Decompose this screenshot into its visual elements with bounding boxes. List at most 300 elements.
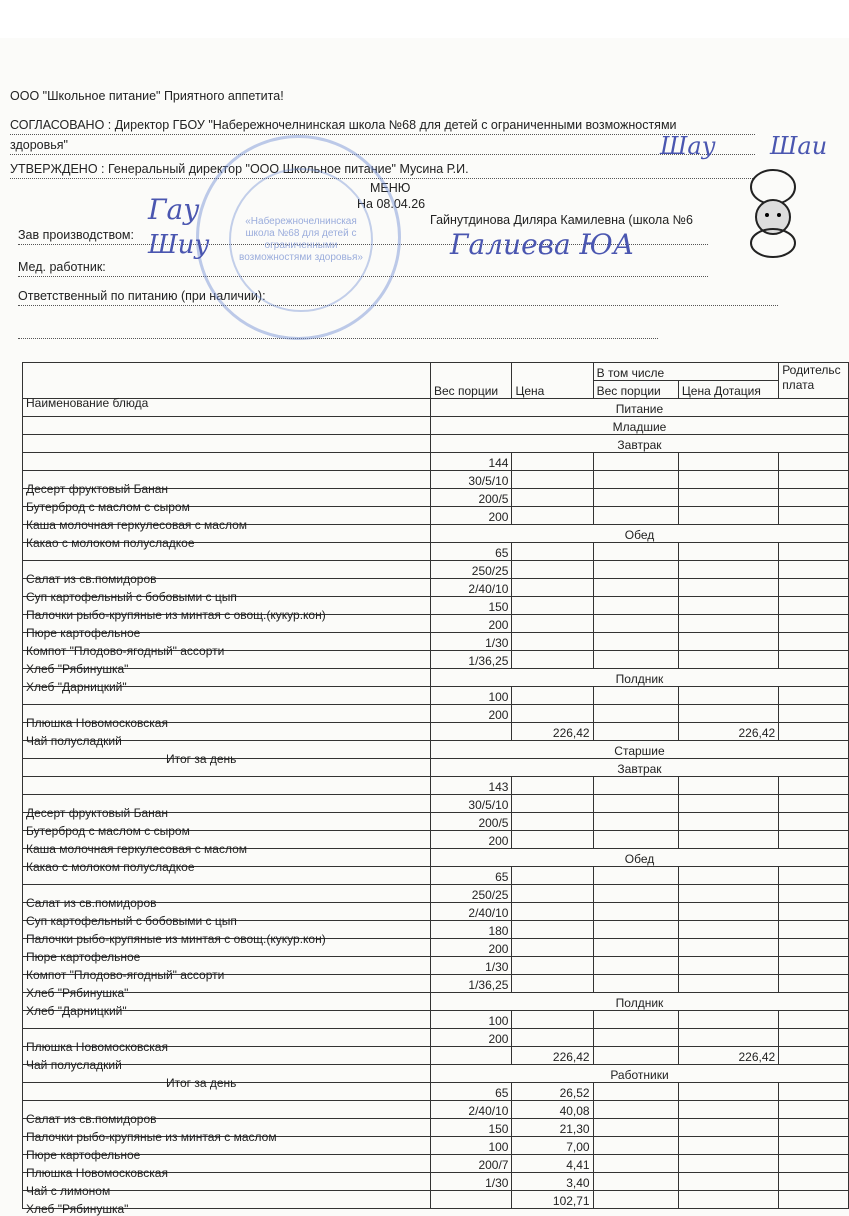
dish-name: Пюре картофельное	[26, 626, 141, 640]
weight-cell: 1/30	[430, 633, 511, 651]
parent-fee-cell	[779, 687, 849, 705]
price-cell	[512, 921, 593, 939]
section-row	[23, 399, 849, 417]
dish-name: Салат из св.помидоров	[26, 572, 157, 586]
dish-name: Хлеб "Рябинушка"	[26, 662, 129, 676]
weight-cell: 30/5/10	[430, 795, 511, 813]
dish-name: Хлеб "Рябинушка"	[26, 986, 129, 1000]
dish-name: Компот "Плодово-ягодный" ассорти	[26, 644, 225, 658]
dish-name: Пюре картофельное	[26, 1148, 141, 1162]
production-label: Зав производством:	[18, 228, 134, 242]
dish-name-cell	[23, 1011, 431, 1029]
price-cell	[512, 903, 593, 921]
dish-name-cell	[23, 1155, 431, 1180]
table-row	[23, 705, 849, 723]
signature: Гау	[148, 193, 200, 226]
signature: Галиева ЮА	[450, 228, 635, 261]
weight-cell: 100	[430, 687, 511, 705]
agreed-line: СОГЛАСОВАНО : Директор ГБОУ "Набережночелнинская школа №68 для детей с ограниченными возможностями	[10, 118, 677, 132]
dish-name-cell	[23, 759, 431, 777]
price-cell: 7,00	[512, 1137, 593, 1155]
incl-weight-cell	[593, 813, 678, 831]
section-label: Полдник	[430, 993, 848, 1011]
parent-fee-cell	[779, 957, 849, 975]
divider	[18, 305, 778, 306]
incl-weight-cell	[593, 597, 678, 615]
parent-fee-cell	[779, 597, 849, 615]
weight-cell: 30/5/10	[430, 471, 511, 489]
agreed-line-cont: здоровья"	[10, 138, 68, 152]
price-cell: 40,08	[512, 1101, 593, 1119]
incl-price-cell	[678, 813, 778, 831]
dish-name: Итог за день	[166, 1076, 237, 1090]
incl-price-cell	[678, 579, 778, 597]
incl-price-cell	[678, 1083, 778, 1101]
incl-weight-cell	[593, 1083, 678, 1101]
table-row	[23, 813, 849, 831]
incl-weight-cell	[593, 543, 678, 561]
dish-name: Компот "Плодово-ягодный" ассорти	[26, 968, 225, 982]
incl-weight-cell	[593, 561, 678, 579]
price-cell	[512, 687, 593, 705]
dish-name-cell	[23, 1029, 431, 1054]
dish-name-cell	[23, 1173, 431, 1198]
table-row	[23, 633, 849, 651]
section-label: Завтрак	[430, 759, 848, 777]
parent-fee-cell	[779, 1047, 849, 1065]
incl-weight-cell	[593, 795, 678, 813]
production-manager-name: Гайнутдинова Диляра Камилевна (школа №6	[430, 213, 693, 227]
parent-fee-cell	[779, 561, 849, 579]
incl-weight-cell	[593, 1047, 678, 1065]
incl-price-cell	[678, 831, 778, 849]
incl-weight-cell	[593, 489, 678, 507]
dish-name-cell	[23, 993, 431, 1018]
incl-price-cell	[678, 471, 778, 489]
dish-name-cell	[23, 849, 431, 874]
parent-fee-cell	[779, 831, 849, 849]
dish-name-cell	[23, 831, 431, 856]
price-cell	[512, 651, 593, 669]
divider	[18, 338, 658, 339]
parent-fee-cell	[779, 489, 849, 507]
price-cell	[512, 453, 593, 471]
incl-weight-cell	[593, 777, 678, 795]
section-label: Обед	[430, 525, 848, 543]
menu-date: На 08.04.26	[357, 197, 426, 211]
official-stamp	[196, 135, 401, 340]
dish-name-cell	[23, 453, 431, 471]
incl-price-cell	[678, 507, 778, 525]
incl-weight-cell	[593, 1029, 678, 1047]
dish-name: Чай полусладкий	[26, 734, 122, 748]
table-row	[23, 885, 849, 903]
table-row	[23, 1065, 849, 1083]
weight-cell: 2/40/10	[430, 903, 511, 921]
price-cell	[512, 831, 593, 849]
dish-name-cell	[23, 957, 431, 982]
signature: Шаи	[770, 132, 828, 160]
weight-cell: 65	[430, 1083, 511, 1101]
dish-name: Салат из св.помидоров	[26, 1112, 157, 1126]
price-cell	[512, 885, 593, 903]
incl-weight-cell	[593, 687, 678, 705]
dish-name: Какао с молоком полусладкое	[26, 860, 195, 874]
price-cell	[512, 867, 593, 885]
dish-name-cell	[23, 885, 431, 910]
table-row	[23, 507, 849, 525]
incl-weight-cell	[593, 507, 678, 525]
dish-name: Палочки рыбо-крупяные из минтая с овощ.(кукур.кон)	[26, 608, 326, 622]
incl-weight-cell	[593, 1011, 678, 1029]
weight-cell: 1/36,25	[430, 975, 511, 993]
weight-cell: 200/5	[430, 489, 511, 507]
parent-fee-cell	[779, 1011, 849, 1029]
parent-fee-cell	[779, 1119, 849, 1137]
incl-price-cell	[678, 957, 778, 975]
incl-price-cell	[678, 975, 778, 993]
dish-name-cell	[23, 723, 431, 748]
dish-name: Салат из св.помидоров	[26, 896, 157, 910]
weight-cell: 1/30	[430, 1173, 511, 1191]
parent-fee-cell	[779, 1083, 849, 1101]
incl-price-cell	[678, 543, 778, 561]
incl-weight-cell	[593, 723, 678, 741]
price-cell	[512, 633, 593, 651]
table-row	[23, 741, 849, 759]
incl-price-cell	[678, 1029, 778, 1047]
dish-name-cell	[23, 1065, 431, 1090]
table-row	[23, 651, 849, 669]
column-header-price: Цена	[512, 363, 593, 399]
table-row	[23, 1101, 849, 1119]
incl-price-cell	[678, 687, 778, 705]
weight-cell: 65	[430, 543, 511, 561]
section-label: Полдник	[430, 669, 848, 687]
parent-fee-cell	[779, 1173, 849, 1191]
parent-fee-cell	[779, 723, 849, 741]
section-row	[23, 759, 849, 777]
weight-cell: 2/40/10	[430, 1101, 511, 1119]
incl-weight-cell	[593, 903, 678, 921]
dish-name-cell	[23, 1101, 431, 1126]
table-row	[23, 615, 849, 633]
incl-price-cell	[678, 561, 778, 579]
dish-name-cell	[23, 1083, 431, 1101]
parent-fee-cell	[779, 579, 849, 597]
divider	[10, 134, 755, 135]
dish-name-cell	[23, 507, 431, 532]
table-row	[23, 795, 849, 813]
divider	[10, 154, 755, 155]
dish-name-cell	[23, 939, 431, 964]
parent-fee-cell	[779, 453, 849, 471]
incl-weight-cell	[593, 1137, 678, 1155]
dish-name-cell	[23, 543, 431, 561]
incl-weight-cell	[593, 921, 678, 939]
dish-name-cell	[23, 417, 431, 435]
incl-price-cell	[678, 939, 778, 957]
column-header-including: В том числе	[593, 363, 779, 381]
incl-price-cell	[678, 489, 778, 507]
dish-name-cell	[23, 867, 431, 885]
parent-fee-cell	[779, 777, 849, 795]
table-row	[23, 921, 849, 939]
parent-fee-cell	[779, 1155, 849, 1173]
price-cell	[512, 957, 593, 975]
column-header-name: Наименование блюда	[23, 363, 431, 399]
stamp-text: «Набережночелнинская школа №68 для детей с ограниченными возможностями здоровья»	[229, 168, 373, 312]
dish-name-cell	[23, 705, 431, 730]
table-row	[23, 489, 849, 507]
table-row	[23, 1137, 849, 1155]
table-row	[23, 723, 849, 741]
price-cell	[512, 579, 593, 597]
price-cell	[512, 507, 593, 525]
price-cell: 21,30	[512, 1119, 593, 1137]
dish-name-cell	[23, 435, 431, 453]
incl-price-cell	[678, 903, 778, 921]
dish-name-cell	[23, 489, 431, 514]
incl-weight-cell	[593, 867, 678, 885]
price-cell: 226,42	[512, 723, 593, 741]
dish-name: Плюшка Новомосковская	[26, 716, 168, 730]
table-row	[23, 1011, 849, 1029]
incl-price-cell	[678, 1173, 778, 1191]
table-row	[23, 1119, 849, 1137]
menu-table	[22, 362, 849, 1216]
dish-name: Суп картофельный с бобовыми с цып	[26, 590, 237, 604]
incl-price-cell: 226,42	[678, 1047, 778, 1065]
dish-name: Хлеб "Рябинушка"	[26, 1202, 129, 1216]
parent-fee-cell	[779, 651, 849, 669]
table-row	[23, 867, 849, 885]
responsible-label: Ответственный по питанию (при наличии):	[18, 289, 266, 303]
dish-name-cell	[23, 795, 431, 820]
incl-price-cell	[678, 867, 778, 885]
column-header-parent-fee: Родительс плата	[779, 363, 849, 399]
weight-cell: 200	[430, 705, 511, 723]
dish-name-cell	[23, 687, 431, 705]
weight-cell: 250/25	[430, 885, 511, 903]
dish-name: Каша молочная геркулесовая с маслом	[26, 842, 248, 856]
incl-weight-cell	[593, 579, 678, 597]
parent-fee-cell	[779, 939, 849, 957]
incl-price-cell	[678, 633, 778, 651]
parent-fee-cell	[779, 471, 849, 489]
weight-cell: 150	[430, 597, 511, 615]
dish-name: Палочки рыбо-крупяные из минтая с овощ.(кукур.кон)	[26, 932, 326, 946]
table-row	[23, 1173, 849, 1191]
parent-fee-cell	[779, 903, 849, 921]
weight-cell: 100	[430, 1011, 511, 1029]
dish-name-cell	[23, 741, 431, 766]
price-cell	[512, 561, 593, 579]
incl-weight-cell	[593, 885, 678, 903]
parent-fee-cell	[779, 867, 849, 885]
section-row	[23, 435, 849, 453]
chef-mascot-icon	[738, 165, 808, 260]
column-header-weight: Вес порции	[430, 363, 511, 399]
price-cell: 102,71	[512, 1191, 593, 1209]
dish-name-cell	[23, 651, 431, 676]
price-cell	[512, 795, 593, 813]
table-row	[23, 777, 849, 795]
incl-price-cell	[678, 651, 778, 669]
table-row	[23, 1047, 849, 1065]
table-row	[23, 993, 849, 1011]
weight-cell	[430, 723, 511, 741]
dish-name: Каша молочная геркулесовая с маслом	[26, 518, 248, 532]
price-cell	[512, 939, 593, 957]
dish-name-cell	[23, 633, 431, 658]
section-label: Обед	[430, 849, 848, 867]
section-label: Питание	[430, 399, 848, 417]
column-header-incl-weight: Вес порции	[593, 381, 678, 399]
weight-cell: 200	[430, 507, 511, 525]
price-cell: 26,52	[512, 1083, 593, 1101]
table-row	[23, 525, 849, 543]
parent-fee-cell	[779, 1029, 849, 1047]
table-row	[23, 975, 849, 993]
table-row	[23, 471, 849, 489]
price-cell: 226,42	[512, 1047, 593, 1065]
dish-name-cell	[23, 1137, 431, 1162]
dish-name: Бутерброд с маслом с сыром	[26, 824, 190, 838]
dish-name-cell	[23, 399, 431, 417]
incl-weight-cell	[593, 651, 678, 669]
dish-name: Плюшка Новомосковская	[26, 1040, 168, 1054]
incl-weight-cell	[593, 975, 678, 993]
weight-cell: 150	[430, 1119, 511, 1137]
incl-price-cell	[678, 1137, 778, 1155]
incl-price-cell	[678, 705, 778, 723]
parent-fee-cell	[779, 543, 849, 561]
dish-name: Чай с лимоном	[26, 1184, 111, 1198]
parent-fee-cell	[779, 633, 849, 651]
dish-name-cell	[23, 813, 431, 838]
table-row	[23, 453, 849, 471]
table-row	[23, 1029, 849, 1047]
price-cell	[512, 543, 593, 561]
dish-name-cell	[23, 597, 431, 622]
incl-price-cell	[678, 615, 778, 633]
company-line: ООО "Школьное питание" Приятного аппетита!	[10, 89, 284, 103]
section-label: Завтрак	[430, 435, 848, 453]
incl-weight-cell	[593, 1101, 678, 1119]
weight-cell: 1/30	[430, 957, 511, 975]
dish-name-cell	[23, 615, 431, 640]
price-cell	[512, 705, 593, 723]
dish-name-cell	[23, 975, 431, 1000]
incl-weight-cell	[593, 615, 678, 633]
price-cell	[512, 471, 593, 489]
dish-name-cell	[23, 921, 431, 946]
table-row	[23, 1083, 849, 1101]
table-row	[23, 849, 849, 867]
price-cell	[512, 489, 593, 507]
table-row	[23, 597, 849, 615]
parent-fee-cell	[779, 813, 849, 831]
incl-weight-cell	[593, 1173, 678, 1191]
dish-name: Бутерброд с маслом с сыром	[26, 500, 190, 514]
weight-cell: 200/7	[430, 1155, 511, 1173]
dish-name: Какао с молоком полусладкое	[26, 536, 195, 550]
section-label: Старшие	[430, 741, 848, 759]
weight-cell: 200/5	[430, 813, 511, 831]
weight-cell: 250/25	[430, 561, 511, 579]
column-header-incl-price: Цена Дотация	[678, 381, 778, 399]
weight-cell: 200	[430, 1029, 511, 1047]
incl-weight-cell	[593, 705, 678, 723]
dish-name: Хлеб "Дарницкий"	[26, 680, 127, 694]
scan-top-margin	[0, 0, 849, 38]
incl-price-cell	[678, 885, 778, 903]
incl-weight-cell	[593, 471, 678, 489]
weight-cell: 200	[430, 831, 511, 849]
table-row	[23, 579, 849, 597]
signature: Шау	[660, 132, 716, 160]
dish-name: Десерт фруктовый Банан	[26, 806, 169, 820]
price-cell: 3,40	[512, 1173, 593, 1191]
price-cell	[512, 597, 593, 615]
table-row	[23, 831, 849, 849]
incl-price-cell	[678, 1155, 778, 1173]
weight-cell: 1/36,25	[430, 651, 511, 669]
dish-name-cell	[23, 1119, 431, 1144]
parent-fee-cell	[779, 795, 849, 813]
incl-price-cell	[678, 921, 778, 939]
table-row	[23, 669, 849, 687]
incl-weight-cell	[593, 1119, 678, 1137]
parent-fee-cell	[779, 705, 849, 723]
price-cell	[512, 813, 593, 831]
dish-name: Пюре картофельное	[26, 950, 141, 964]
price-cell	[512, 975, 593, 993]
price-cell	[512, 1029, 593, 1047]
incl-weight-cell	[593, 939, 678, 957]
price-cell	[512, 777, 593, 795]
dish-name-cell	[23, 525, 431, 550]
incl-weight-cell	[593, 453, 678, 471]
dish-name: Суп картофельный с бобовыми с цып	[26, 914, 237, 928]
weight-cell: 200	[430, 939, 511, 957]
dish-name-cell	[23, 579, 431, 604]
incl-price-cell: 226,42	[678, 723, 778, 741]
dish-name-cell	[23, 903, 431, 928]
incl-price-cell	[678, 1011, 778, 1029]
dish-name: Палочки рыбо-крупяные из минтая с маслом	[26, 1130, 277, 1144]
parent-fee-cell	[779, 1101, 849, 1119]
incl-price-cell	[678, 1119, 778, 1137]
weight-cell: 100	[430, 1137, 511, 1155]
parent-fee-cell	[779, 615, 849, 633]
parent-fee-cell	[779, 921, 849, 939]
dish-name-cell	[23, 471, 431, 496]
weight-cell: 65	[430, 867, 511, 885]
dish-name-cell	[23, 669, 431, 694]
section-label: Младшие	[430, 417, 848, 435]
medic-label: Мед. работник:	[18, 260, 106, 274]
menu-title: МЕНЮ	[370, 181, 411, 195]
approved-line: УТВЕРЖДЕНО : Генеральный директор "ООО Школьное питание" Мусина Р.И.	[10, 162, 469, 176]
incl-weight-cell	[593, 633, 678, 651]
incl-price-cell	[678, 1101, 778, 1119]
table-row	[23, 543, 849, 561]
weight-cell: 200	[430, 615, 511, 633]
incl-price-cell	[678, 795, 778, 813]
dish-name-cell	[23, 561, 431, 586]
